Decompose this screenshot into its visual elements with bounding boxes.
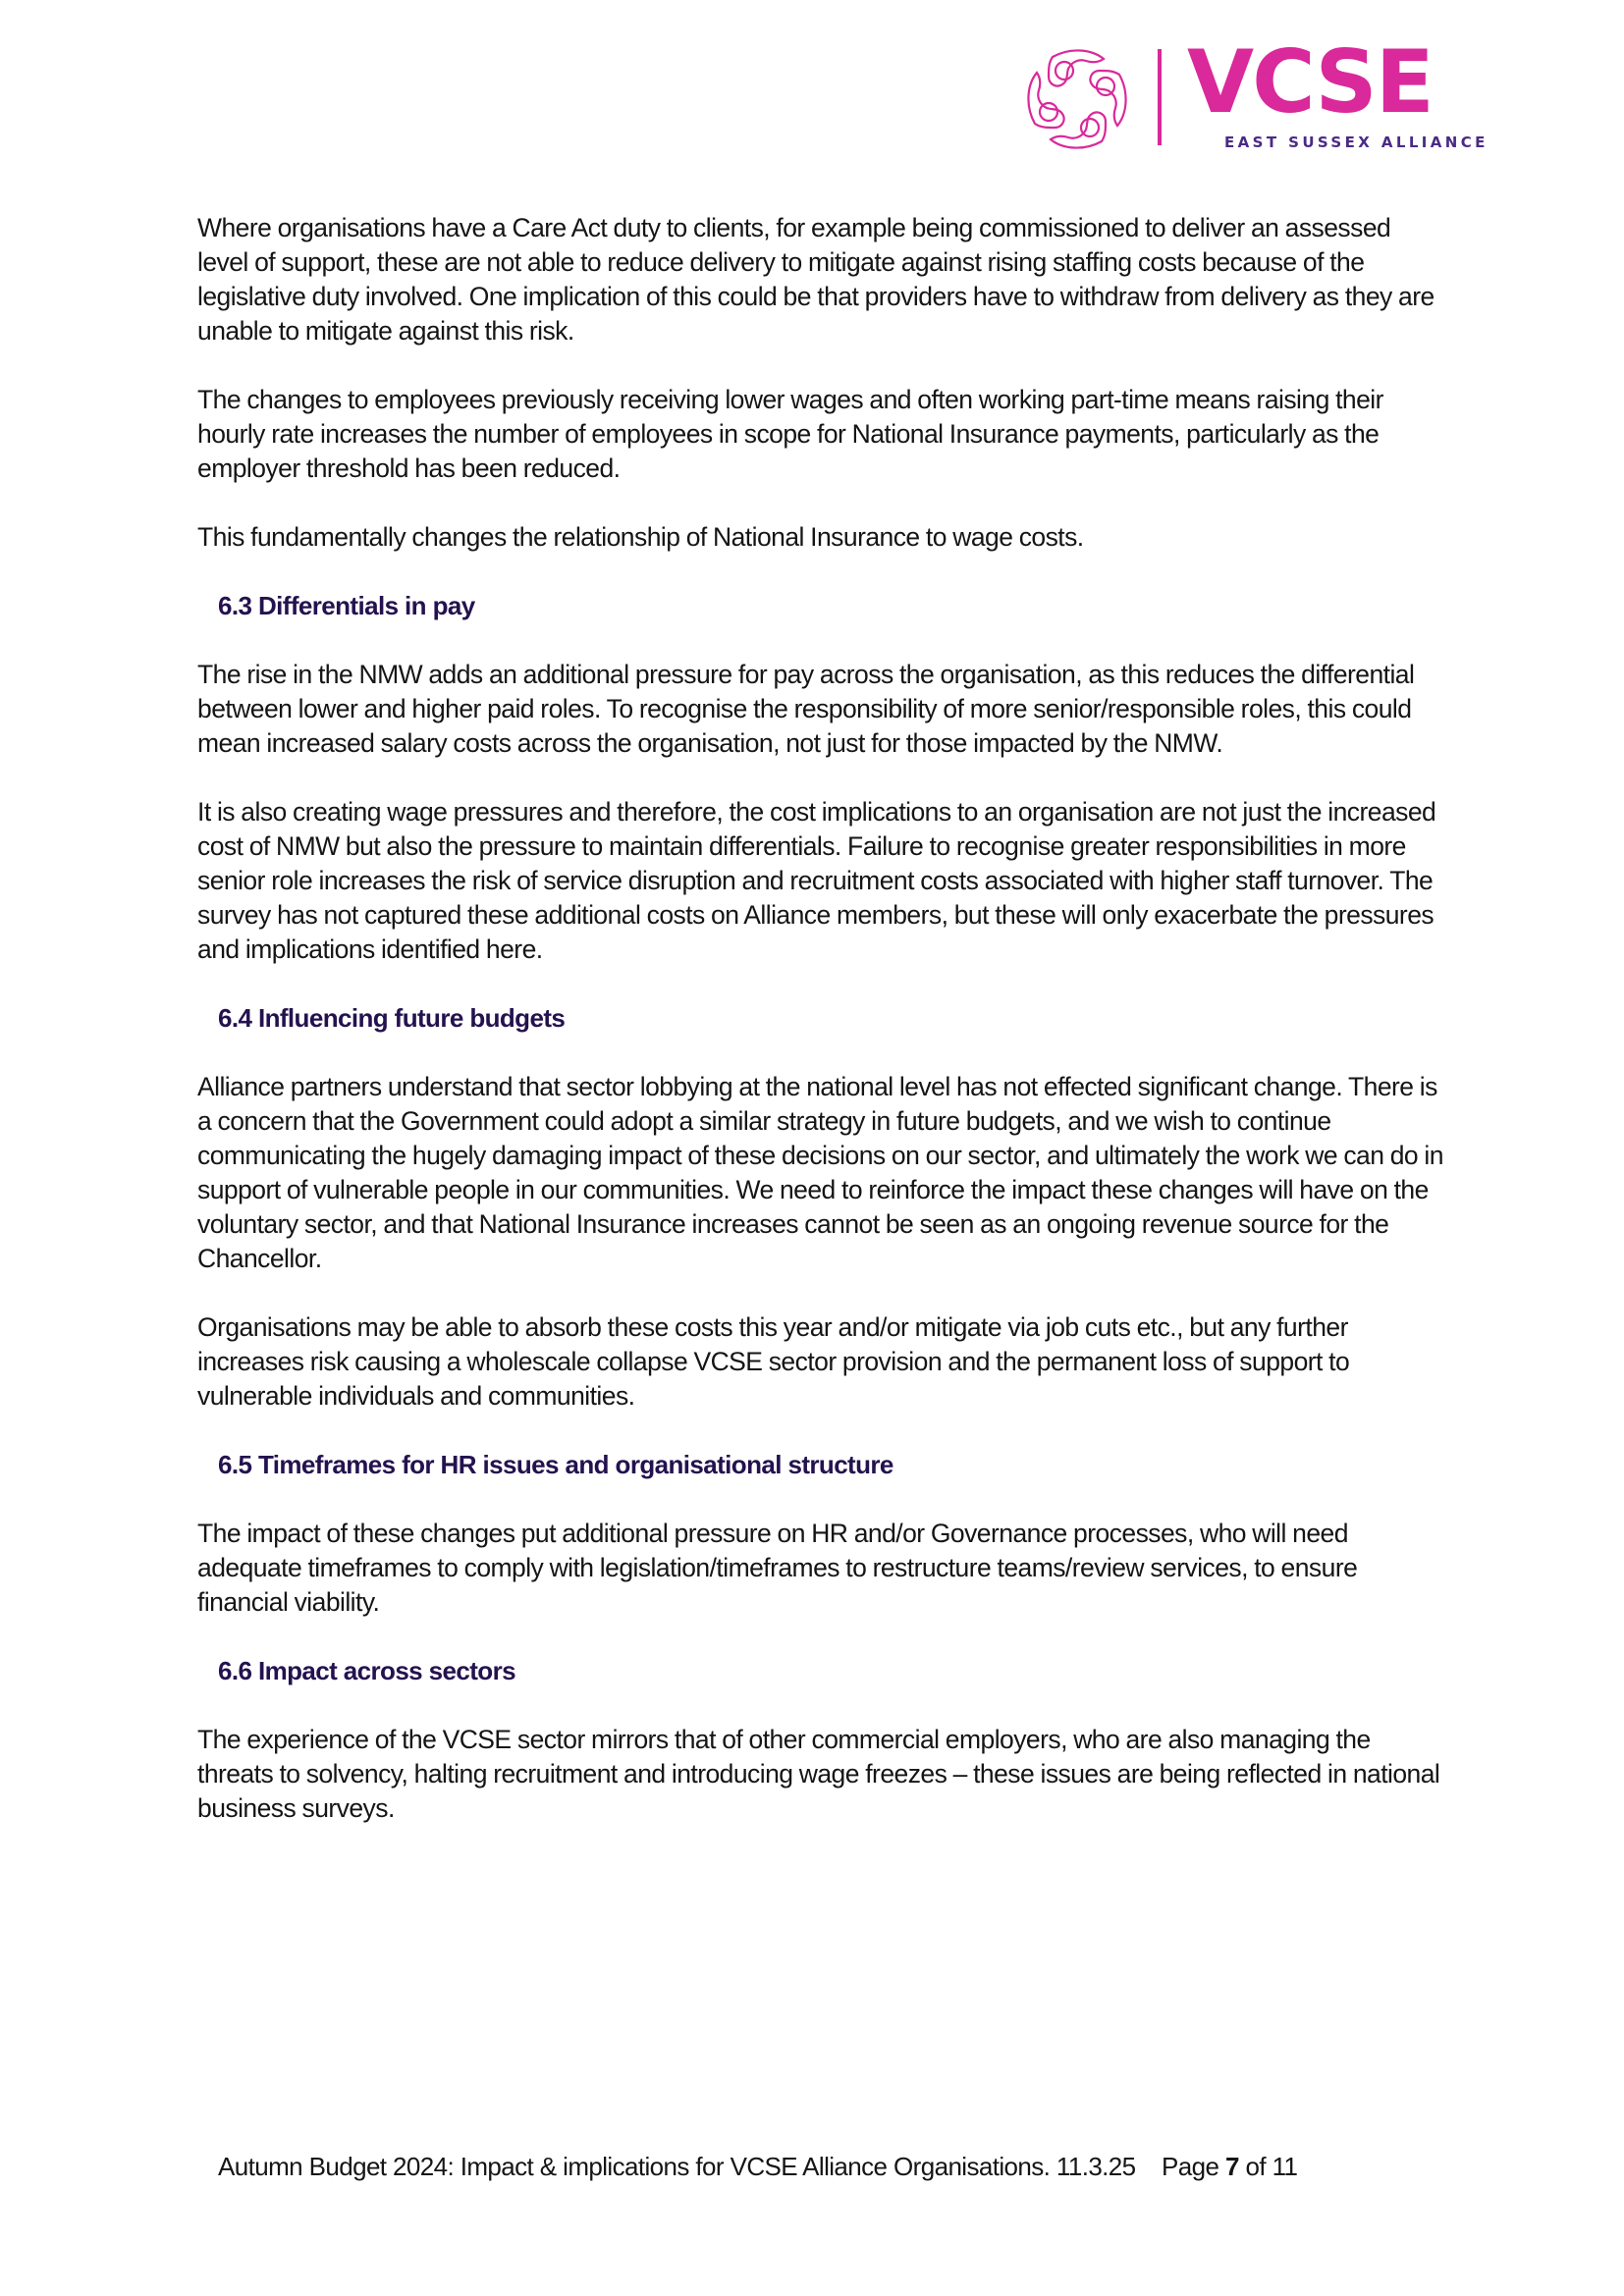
page-footer: [218, 2150, 1297, 2184]
section-heading: 6.6 Impact across sectors: [218, 1656, 515, 1685]
paragraph: It is also creating wage pressures and therefore, the cost implications to an organisation are not just the increased cost of NMW but also the pressure to maintain differentials. Failure to recognise greater responsibilities in more senior role increases the risk of service disruption and recruitment costs associated with higher staff turnover. The survey has not captured these additional costs on Alliance members, but these will only exacerbate the pressures and implications identified here.: [197, 797, 1436, 964]
page-total: 11: [1272, 2152, 1298, 2181]
page-current: 7: [1224, 2152, 1239, 2181]
paragraph: The rise in the NMW adds an additional pressure for pay across the organisation, as this reduces the differential between lower and higher paid roles. To recognise the responsibility of more senior/responsible roles, this could mean increased salary costs across the organisation, not just for those impacted by the NMW.: [197, 660, 1415, 758]
paragraph: The experience of the VCSE sector mirrors that of other commercial employers, who are also managing the threats to solvency, halting recruitment and introducing wage freezes – these issues are being reflected in national business surveys.: [197, 1725, 1440, 1823]
paragraph: Where organisations have a Care Act duty to clients, for example being commissioned to deliver an assessed level of support, these are not able to reduce delivery to mitigate against rising staffing costs because of the legislative duty involved. One implication of this could be that providers have to withdraw from delivery as they are unable to mitigate against this risk.: [197, 213, 1435, 346]
page-label: Page: [1162, 2152, 1219, 2181]
section-heading: 6.5 Timeframes for HR issues and organisational structure: [218, 1450, 893, 1479]
document-body: [197, 211, 1444, 1826]
footer-title: Autumn Budget 2024: Impact & implications for VCSE Alliance Organisations. 11.3.25: [218, 2152, 1136, 2181]
logo-divider: [1158, 49, 1162, 145]
logo-wordmark: VCSE: [1187, 31, 1433, 133]
section-heading: 6.3 Differentials in pay: [218, 591, 475, 620]
vcse-logo: [1023, 31, 1489, 151]
logo-subtitle: EAST SUSSEX ALLIANCE: [1224, 133, 1489, 151]
paragraph: Alliance partners understand that sector lobbying at the national level has not effected significant change. There is a concern that the Government could adopt a similar strategy in future budgets, and we wish to continue communicating the hugely damaging impact of these decisions on our sector, and ultimately the work we can do in support of vulnerable people in our communities. We need to reinforce the impact these changes will have on the voluntary sector, and that National Insurance increases cannot be seen as an ongoing revenue source for the Chancellor.: [197, 1072, 1443, 1273]
paragraph: Organisations may be able to absorb these costs this year and/or mitigate via job cuts etc., but any further increases risk causing a wholescale collapse VCSE sector provision and the permanent loss of support to vulnerable individuals and communities.: [197, 1312, 1350, 1411]
people-circle-logo-icon: [1023, 45, 1131, 153]
section-heading: 6.4 Influencing future budgets: [218, 1003, 566, 1033]
paragraph: The impact of these changes put additional pressure on HR and/or Governance processes, who will need adequate timeframes to comply with legislation/timeframes to restructure teams/review services, to ensure financial viability.: [197, 1519, 1358, 1617]
paragraph: This fundamentally changes the relationship of National Insurance to wage costs.: [197, 522, 1084, 552]
paragraph: The changes to employees previously receiving lower wages and often working part-time means raising their hourly rate increases the number of employees in scope for National Insurance payments, particularly as the employer threshold has been reduced.: [197, 385, 1383, 483]
page-of: of: [1245, 2152, 1266, 2181]
